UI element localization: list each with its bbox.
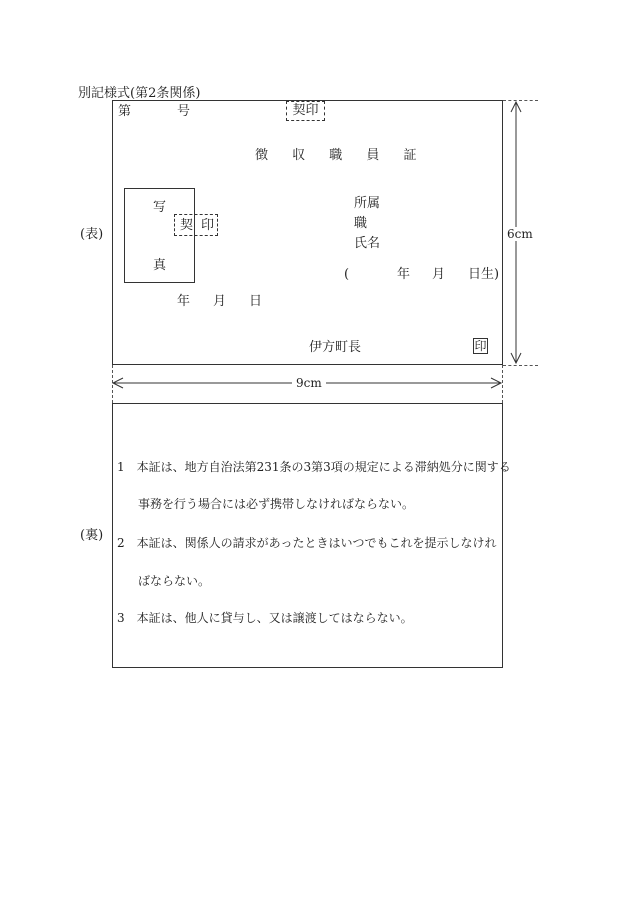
field-affiliation: 所属 (354, 196, 381, 211)
form-title: 別記様式(第2条関係) (78, 86, 201, 101)
photo-label-top: 写 (153, 200, 167, 215)
issuer: 伊方町長 (309, 340, 362, 355)
photo-label-bottom: 真 (153, 258, 167, 273)
back-side-label: (裏) (80, 528, 104, 543)
keiin-photo-char-1: 契 (180, 218, 194, 233)
width-label: 9cm (292, 376, 326, 390)
seal-label: 印 (474, 339, 487, 353)
birth-month: 月 (432, 267, 446, 282)
height-label: 6cm (503, 227, 537, 241)
keiin-photo-char-2: 印 (201, 218, 215, 233)
back-item-2-line-1: 2 本証は、関係人の請求があったときはいつでもこれを提示しなけれ (117, 536, 497, 550)
back-item-1-line-1: 1 本証は、地方自治法第231条の3第3項の規定による滞納処分に関する (117, 460, 511, 474)
back-item-2-line-2: ばならない。 (138, 574, 211, 588)
front-side-label: (表) (80, 227, 104, 242)
issue-day: 日 (249, 294, 263, 309)
issue-month: 月 (213, 294, 227, 309)
birth-year: 年 (397, 267, 411, 282)
number-suffix: 号 (177, 104, 191, 119)
birth-day-close: 日生) (468, 267, 500, 282)
number-prefix: 第 (118, 104, 132, 119)
back-item-3-line-1: 3 本証は、他人に貸与し、又は譲渡してはならない。 (117, 611, 413, 625)
birth-open-paren: ( (344, 267, 350, 282)
back-item-1-line-2: 事務を行う場合には必ず携帯しなければならない。 (138, 497, 415, 511)
keiin-top-label: 契印 (292, 103, 319, 118)
field-position: 職 (354, 216, 368, 231)
issue-year: 年 (177, 294, 191, 309)
card-title: 徴 収 職 員 証 (255, 148, 427, 163)
field-name: 氏名 (354, 236, 381, 251)
